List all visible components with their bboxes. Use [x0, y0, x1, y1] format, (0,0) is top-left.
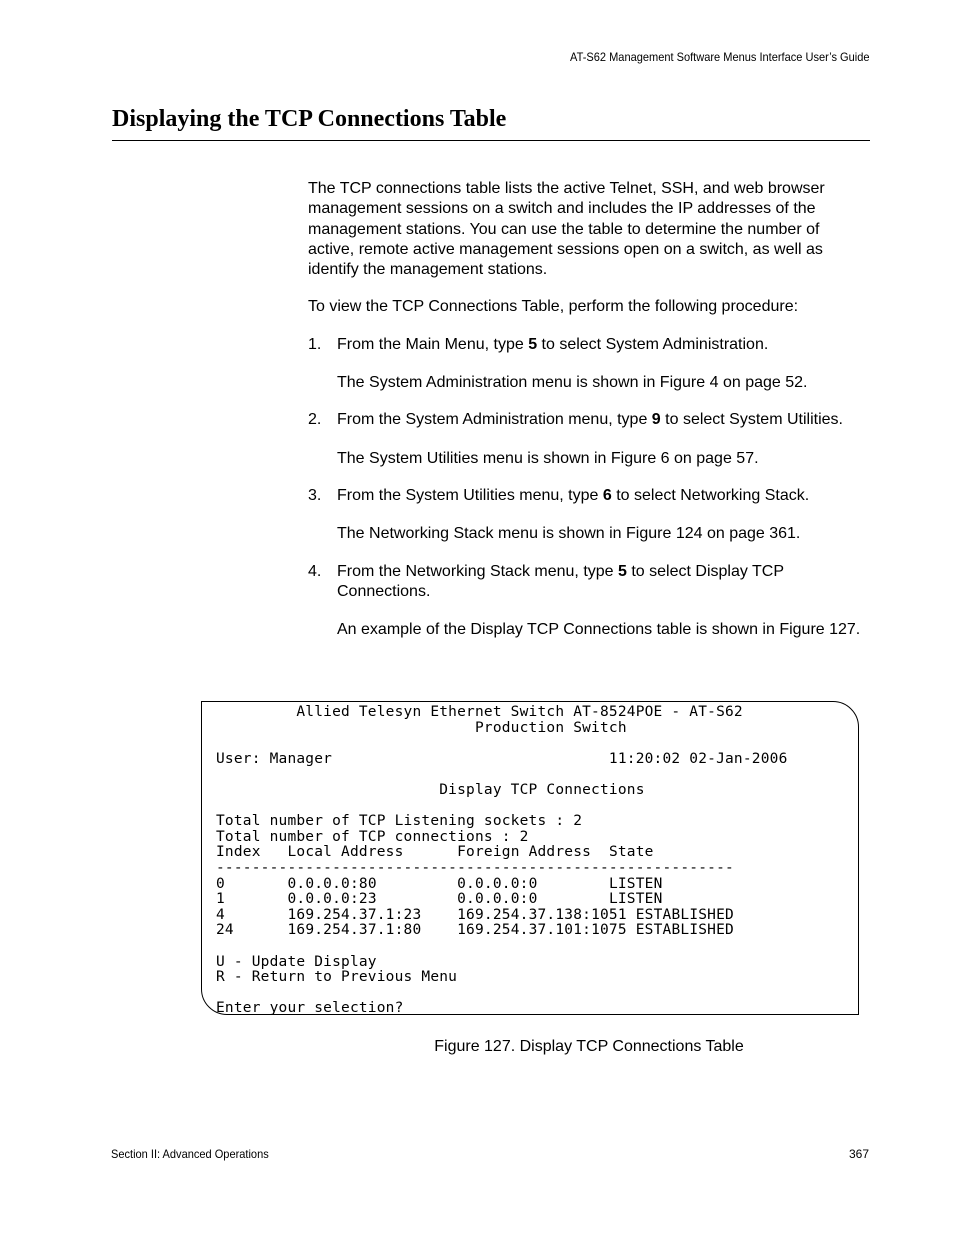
step-result: An example of the Display TCP Connections table is shown in Figure 127. — [337, 621, 861, 639]
running-header: AT-S62 Management Software Menus Interface User’s Guide — [569, 50, 869, 64]
key-value: 6 — [602, 486, 612, 504]
terminal-screen — [201, 701, 859, 1015]
step-2 — [308, 410, 870, 469]
step-result: The Networking Stack menu is shown in Figure 124 on page 361. — [337, 525, 801, 543]
table-rows — [216, 876, 734, 939]
intro-paragraph: The TCP connections table lists the active Telnet, SSH, and web browser management sessions on a switch and includes the IP addresses of the management stations. You can use the table to determine the number of active, remote active management sessions open on a switch, as well as identify the management stations. — [308, 180, 825, 279]
table-row — [216, 907, 734, 923]
table-row — [216, 891, 663, 907]
table-cell: Foreign Address — [457, 844, 609, 861]
title-rule — [112, 140, 870, 141]
terminal-user-line: User: Manager 11:20:02 02-Jan-2006 — [216, 750, 788, 767]
step-number: 4. — [308, 562, 322, 580]
body-column — [308, 179, 870, 657]
procedure-lead: To view the TCP Connections Table, perform the following procedure: — [308, 298, 799, 316]
table-cell: 24 — [216, 922, 288, 939]
terminal-screen-title: Display TCP Connections — [216, 781, 645, 798]
listening-count-line: Total number of TCP Listening sockets : 2 — [216, 813, 583, 830]
option-update: U - Update Display — [216, 953, 377, 970]
section-title: Displaying the TCP Connections Table — [112, 106, 507, 132]
step-instruction: From the System Utilities menu, type 6 to select Networking Stack. — [337, 486, 810, 504]
table-divider: ---------------------------------------------------------- — [216, 859, 734, 876]
step-result: The System Administration menu is shown in Figure 4 on page 52. — [337, 374, 808, 392]
footer-section: Section II: Advanced Operations — [111, 1147, 269, 1161]
table-cell: Index — [216, 844, 288, 861]
step-3 — [308, 486, 870, 545]
table-cell: 0.0.0.0:0 — [457, 875, 609, 892]
page-number: 367 — [848, 1147, 869, 1161]
option-return: R - Return to Previous Menu — [216, 969, 458, 986]
table-cell: 169.254.37.138:1051 — [457, 906, 636, 923]
step-instruction: From the Networking Stack menu, type 5 to select Display TCP Connections. — [337, 562, 784, 600]
table-cell: 169.254.37.1:80 — [287, 922, 458, 939]
table-cell: 169.254.37.1:23 — [287, 906, 458, 923]
table-row — [216, 922, 734, 938]
table-cell: 4 — [216, 906, 288, 923]
table-cell: ESTABLISHED — [635, 922, 734, 939]
table-cell: 0.0.0.0:23 — [287, 891, 458, 908]
table-cell: 1 — [216, 891, 288, 908]
step-instruction: From the Main Menu, type 5 to select System Administration. — [337, 335, 769, 353]
step-number: 1. — [308, 335, 322, 353]
table-cell: 169.254.37.101:1075 — [457, 922, 636, 939]
table-cell: Local Address — [287, 844, 458, 861]
figure-caption: Figure 127. Display TCP Connections Table — [434, 1038, 744, 1055]
table-cell: LISTEN — [608, 875, 663, 892]
step-result: The System Utilities menu is shown in Figure 6 on page 57. — [337, 449, 759, 467]
terminal-subtitle: Production Switch — [216, 719, 627, 736]
table-cell: 0.0.0.0:80 — [287, 875, 458, 892]
table-header-row — [216, 844, 654, 860]
procedure-steps — [308, 335, 870, 641]
step-number: 3. — [308, 486, 322, 504]
table-cell: ESTABLISHED — [635, 906, 734, 923]
step-4 — [308, 562, 870, 641]
step-1 — [308, 335, 870, 394]
key-value: 9 — [651, 411, 661, 429]
terminal-text — [216, 705, 788, 1017]
table-cell: LISTEN — [608, 891, 663, 908]
step-instruction: From the System Administration menu, type 9 to select System Utilities. — [337, 411, 843, 429]
table-cell: State — [608, 844, 654, 861]
table-cell: 0 — [216, 875, 288, 892]
connection-count-line: Total number of TCP connections : 2 — [216, 828, 529, 845]
terminal-title: Allied Telesyn Ethernet Switch AT-8524POE - AT-S62 — [216, 704, 743, 720]
table-row — [216, 876, 663, 892]
key-value: 5 — [528, 335, 538, 353]
table-cell: 0.0.0.0:0 — [457, 891, 609, 908]
selection-prompt: Enter your selection? — [216, 1000, 404, 1017]
step-number: 2. — [308, 411, 322, 429]
key-value: 5 — [618, 562, 627, 580]
table-header — [216, 844, 654, 860]
